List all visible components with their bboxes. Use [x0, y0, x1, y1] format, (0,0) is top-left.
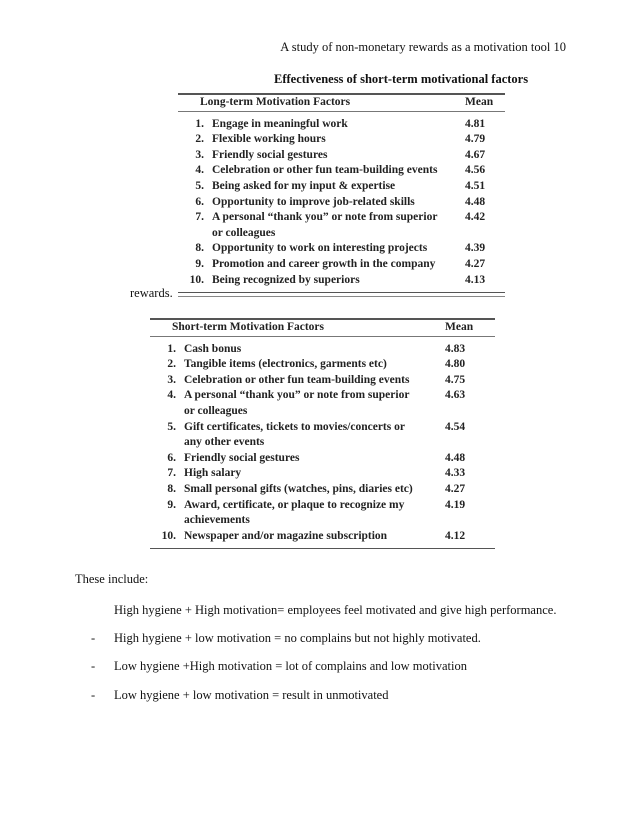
table-row	[150, 336, 495, 357]
long-term-header-factor: Long-term Motivation Factors	[200, 96, 351, 108]
row-factor: Gift certificates, tickets to movies/concerts or	[184, 420, 405, 433]
row-mean: 4.83	[445, 342, 466, 355]
row-mean: 4.48	[465, 195, 486, 208]
table-row	[178, 195, 505, 211]
row-number: 2.	[167, 358, 176, 371]
table-row	[150, 466, 495, 482]
row-mean: 4.19	[445, 498, 466, 511]
rewards-rule	[178, 296, 505, 297]
row-factor: High salary	[184, 467, 242, 480]
table-row	[178, 132, 505, 148]
row-number: 10.	[178, 273, 212, 293]
table-row	[178, 163, 505, 179]
bullet-text: Low hygiene + low motivation = result in unmotivated	[114, 688, 389, 702]
row-factor: Small personal gifts (watches, pins, diaries etc)	[184, 482, 413, 495]
row-number: 2.	[195, 133, 204, 146]
row-mean: 4.81	[465, 117, 486, 130]
row-number: 9.	[167, 498, 176, 511]
table-row-continuation	[150, 435, 495, 451]
row-factor: Award, certificate, or plaque to recognize my	[184, 498, 405, 511]
row-factor: Friendly social gestures	[212, 148, 328, 161]
row-number: 10.	[150, 529, 184, 549]
table-row	[150, 482, 495, 498]
row-number: 5.	[167, 420, 176, 433]
long-term-table	[178, 93, 505, 293]
row-number: 1.	[167, 342, 176, 355]
row-number: 8.	[195, 242, 204, 255]
table-row	[150, 357, 495, 373]
short-term-header-factor: Short-term Motivation Factors	[172, 321, 325, 333]
row-mean: 4.79	[465, 133, 486, 146]
row-number: 1.	[195, 117, 204, 130]
row-number: 5.	[195, 179, 204, 192]
row-number: 8.	[167, 482, 176, 495]
table-row	[178, 257, 505, 273]
row-mean: 4.33	[445, 467, 466, 480]
row-mean: 4.13	[465, 273, 505, 293]
short-term-table	[150, 318, 495, 549]
row-factor: Celebration or other fun team-building events	[184, 373, 410, 386]
table-row	[178, 111, 505, 132]
row-factor-continuation: achievements	[184, 514, 250, 527]
long-term-header-mean: Mean	[465, 96, 494, 108]
bullet-dash: -	[91, 631, 96, 645]
row-factor: Promotion and career growth in the company	[212, 257, 436, 270]
row-number: 7.	[195, 211, 204, 224]
table-row	[178, 148, 505, 164]
table-row	[150, 451, 495, 467]
row-number: 3.	[167, 373, 176, 386]
row-factor: Being recognized by superiors	[212, 273, 465, 293]
table-row	[178, 273, 505, 293]
row-number: 4.	[167, 389, 176, 402]
bullet-dash: -	[91, 659, 96, 673]
row-mean: 4.54	[445, 420, 466, 433]
row-factor-continuation: or colleagues	[184, 404, 248, 417]
row-factor: Engage in meaningful work	[212, 117, 348, 130]
row-mean: 4.42	[465, 211, 486, 224]
row-factor: Opportunity to improve job-related skills	[212, 195, 415, 208]
table-row-continuation	[150, 404, 495, 420]
row-mean: 4.67	[465, 148, 486, 161]
row-mean: 4.75	[445, 373, 466, 386]
rewards-text: rewards.	[130, 286, 173, 300]
row-mean: 4.56	[465, 164, 486, 177]
row-factor: Celebration or other fun team-building events	[212, 164, 438, 177]
body-line: High hygiene + High motivation= employees feel motivated and give high performance.	[114, 603, 557, 617]
row-mean: 4.12	[445, 529, 495, 549]
row-number: 6.	[167, 451, 176, 464]
row-number: 3.	[195, 148, 204, 161]
row-factor: Opportunity to work on interesting projects	[212, 242, 428, 255]
table-row	[150, 388, 495, 404]
table-row	[178, 241, 505, 257]
row-factor: Being asked for my input & expertise	[212, 179, 396, 192]
row-mean: 4.48	[445, 451, 466, 464]
row-factor: Friendly social gestures	[184, 451, 300, 464]
running-header: A study of non-monetary rewards as a motivation tool 10	[280, 40, 566, 54]
table-row	[150, 420, 495, 436]
row-mean: 4.80	[445, 358, 466, 371]
row-mean: 4.39	[465, 242, 486, 255]
row-factor-continuation: or colleagues	[212, 226, 276, 239]
table-row	[150, 373, 495, 389]
row-number: 4.	[195, 164, 204, 177]
table-caption: Effectiveness of short-term motivational factors	[274, 72, 529, 86]
row-factor: Cash bonus	[184, 342, 242, 355]
body-intro: These include:	[75, 572, 149, 586]
table-row-continuation	[150, 513, 495, 529]
row-mean: 4.27	[445, 482, 466, 495]
row-number: 6.	[195, 195, 204, 208]
row-factor-continuation: any other events	[184, 436, 265, 449]
bullet-text: High hygiene + low motivation = no complains but not highly motivated.	[114, 631, 481, 645]
short-term-header-mean: Mean	[445, 321, 474, 333]
table-row	[150, 529, 495, 549]
row-factor: A personal “thank you” or note from superior	[212, 211, 438, 224]
row-factor: A personal “thank you” or note from superior	[184, 389, 410, 402]
bullet-text: Low hygiene +High motivation = lot of complains and low motivation	[114, 659, 467, 673]
row-factor: Newspaper and/or magazine subscription	[184, 529, 445, 549]
table-row	[178, 179, 505, 195]
row-factor: Tangible items (electronics, garments etc)	[184, 358, 387, 371]
row-mean: 4.51	[465, 179, 486, 192]
row-mean: 4.27	[465, 257, 486, 270]
table-row-continuation	[178, 226, 505, 242]
row-factor: Flexible working hours	[212, 133, 326, 146]
table-row	[178, 210, 505, 226]
row-number: 9.	[195, 257, 204, 270]
bullet-dash: -	[91, 688, 96, 702]
table-row	[150, 498, 495, 514]
row-mean: 4.63	[445, 389, 466, 402]
row-number: 7.	[167, 467, 176, 480]
